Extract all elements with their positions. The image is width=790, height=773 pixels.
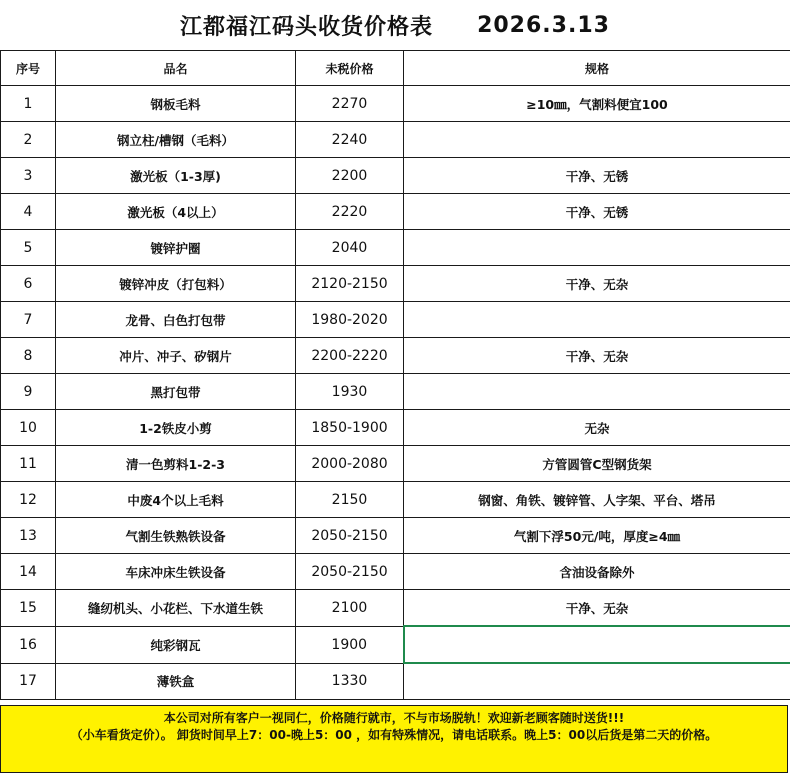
table-row <box>1 518 790 554</box>
cell-name: 黑打包带 <box>56 374 296 410</box>
cell-name: 镀锌护圈 <box>56 230 296 266</box>
cell-no: 5 <box>1 230 56 266</box>
cell-price: 2270 <box>296 86 404 122</box>
cell-price: 1330 <box>296 663 404 700</box>
cell-name: 缝纫机头、小花栏、下水道生铁 <box>56 590 296 627</box>
footer-line-1: 本公司对所有客户一视同仁，价格随行就市，不与市场脱轨！欢迎新老顾客随时送货!!! <box>163 711 625 725</box>
table-row <box>1 482 790 518</box>
table-row <box>1 158 790 194</box>
table-row <box>1 554 790 590</box>
cell-name: 激光板（1-3厚) <box>56 158 296 194</box>
cell-price: 2200 <box>296 158 404 194</box>
cell-no: 12 <box>1 482 56 518</box>
header-price: 未税价格 <box>296 51 404 86</box>
cell-no: 17 <box>1 663 56 700</box>
cell-spec: 无杂 <box>404 410 790 446</box>
table-row <box>1 86 790 122</box>
cell-no: 2 <box>1 122 56 158</box>
header-name: 品名 <box>56 51 296 86</box>
cell-price: 1900 <box>296 626 404 663</box>
table-row <box>1 410 790 446</box>
header-no: 序号 <box>1 51 56 86</box>
cell-no: 15 <box>1 590 56 627</box>
cell-price: 2040 <box>296 230 404 266</box>
cell-no: 6 <box>1 266 56 302</box>
cell-name: 钢立柱/槽钢（毛料） <box>56 122 296 158</box>
cell-name: 钢板毛料 <box>56 86 296 122</box>
footer-line-2: （小车看货定价）。 卸货时间早上7：00-晚上5：00 ，如有特殊情况，请电话联系。晚上5：00以后货是第二天的价格。 <box>70 728 718 742</box>
cell-price: 2100 <box>296 590 404 627</box>
cell-no: 14 <box>1 554 56 590</box>
cell-spec: 干净、无锈 <box>404 158 790 194</box>
cell-spec: ≥10㎜，气割料便宜100 <box>404 86 790 122</box>
table-row <box>1 230 790 266</box>
table-row <box>1 302 790 338</box>
cell-spec <box>404 626 790 663</box>
cell-price: 2050-2150 <box>296 554 404 590</box>
cell-name: 中废4个以上毛料 <box>56 482 296 518</box>
table-row <box>1 626 790 663</box>
table-header-row <box>1 51 790 86</box>
cell-no: 4 <box>1 194 56 230</box>
cell-spec: 干净、无锈 <box>404 194 790 230</box>
cell-no: 3 <box>1 158 56 194</box>
table-row <box>1 446 790 482</box>
cell-no: 10 <box>1 410 56 446</box>
cell-price: 1980-2020 <box>296 302 404 338</box>
cell-price: 2240 <box>296 122 404 158</box>
cell-no: 7 <box>1 302 56 338</box>
cell-name: 激光板（4以上） <box>56 194 296 230</box>
cell-no: 1 <box>1 86 56 122</box>
title-row <box>0 0 790 50</box>
cell-price: 2200-2220 <box>296 338 404 374</box>
cell-spec <box>404 230 790 266</box>
cell-name: 纯彩钢瓦 <box>56 626 296 663</box>
cell-name: 龙骨、白色打包带 <box>56 302 296 338</box>
cell-name: 冲片、冲子、矽钢片 <box>56 338 296 374</box>
cell-no: 11 <box>1 446 56 482</box>
cell-price: 2150 <box>296 482 404 518</box>
table-row <box>1 122 790 158</box>
cell-spec: 方管圆管C型钢货架 <box>404 446 790 482</box>
cell-price: 2000-2080 <box>296 446 404 482</box>
footer-notice <box>0 705 788 773</box>
cell-no: 8 <box>1 338 56 374</box>
cell-no: 13 <box>1 518 56 554</box>
cell-spec <box>404 663 790 700</box>
header-spec: 规格 <box>404 51 790 86</box>
cell-name: 镀锌冲皮（打包料） <box>56 266 296 302</box>
cell-spec: 干净、无杂 <box>404 266 790 302</box>
cell-spec <box>404 374 790 410</box>
cell-spec <box>404 122 790 158</box>
page-title: 江都福江码头收货价格表 <box>180 13 434 40</box>
cell-spec: 干净、无杂 <box>404 590 790 627</box>
cell-name: 清一色剪料1-2-3 <box>56 446 296 482</box>
cell-price: 1850-1900 <box>296 410 404 446</box>
cell-no: 16 <box>1 626 56 663</box>
table-row <box>1 194 790 230</box>
table-row <box>1 663 790 700</box>
cell-no: 9 <box>1 374 56 410</box>
cell-price: 2120-2150 <box>296 266 404 302</box>
cell-spec: 含油设备除外 <box>404 554 790 590</box>
title-date: 2026.3.13 <box>477 12 610 38</box>
cell-name: 1-2铁皮小剪 <box>56 410 296 446</box>
table-row <box>1 590 790 627</box>
cell-spec: 钢窗、角铁、镀锌管、人字架、平台、塔吊 <box>404 482 790 518</box>
cell-price: 1930 <box>296 374 404 410</box>
cell-spec <box>404 302 790 338</box>
table-row <box>1 266 790 302</box>
cell-name: 气割生铁熟铁设备 <box>56 518 296 554</box>
cell-price: 2220 <box>296 194 404 230</box>
cell-name: 薄铁盒 <box>56 663 296 700</box>
table-row <box>1 338 790 374</box>
cell-spec: 气割下浮50元/吨，厚度≥4㎜ <box>404 518 790 554</box>
table-row <box>1 374 790 410</box>
cell-name: 车床冲床生铁设备 <box>56 554 296 590</box>
price-table <box>0 50 790 700</box>
cell-spec: 干净、无杂 <box>404 338 790 374</box>
cell-price: 2050-2150 <box>296 518 404 554</box>
